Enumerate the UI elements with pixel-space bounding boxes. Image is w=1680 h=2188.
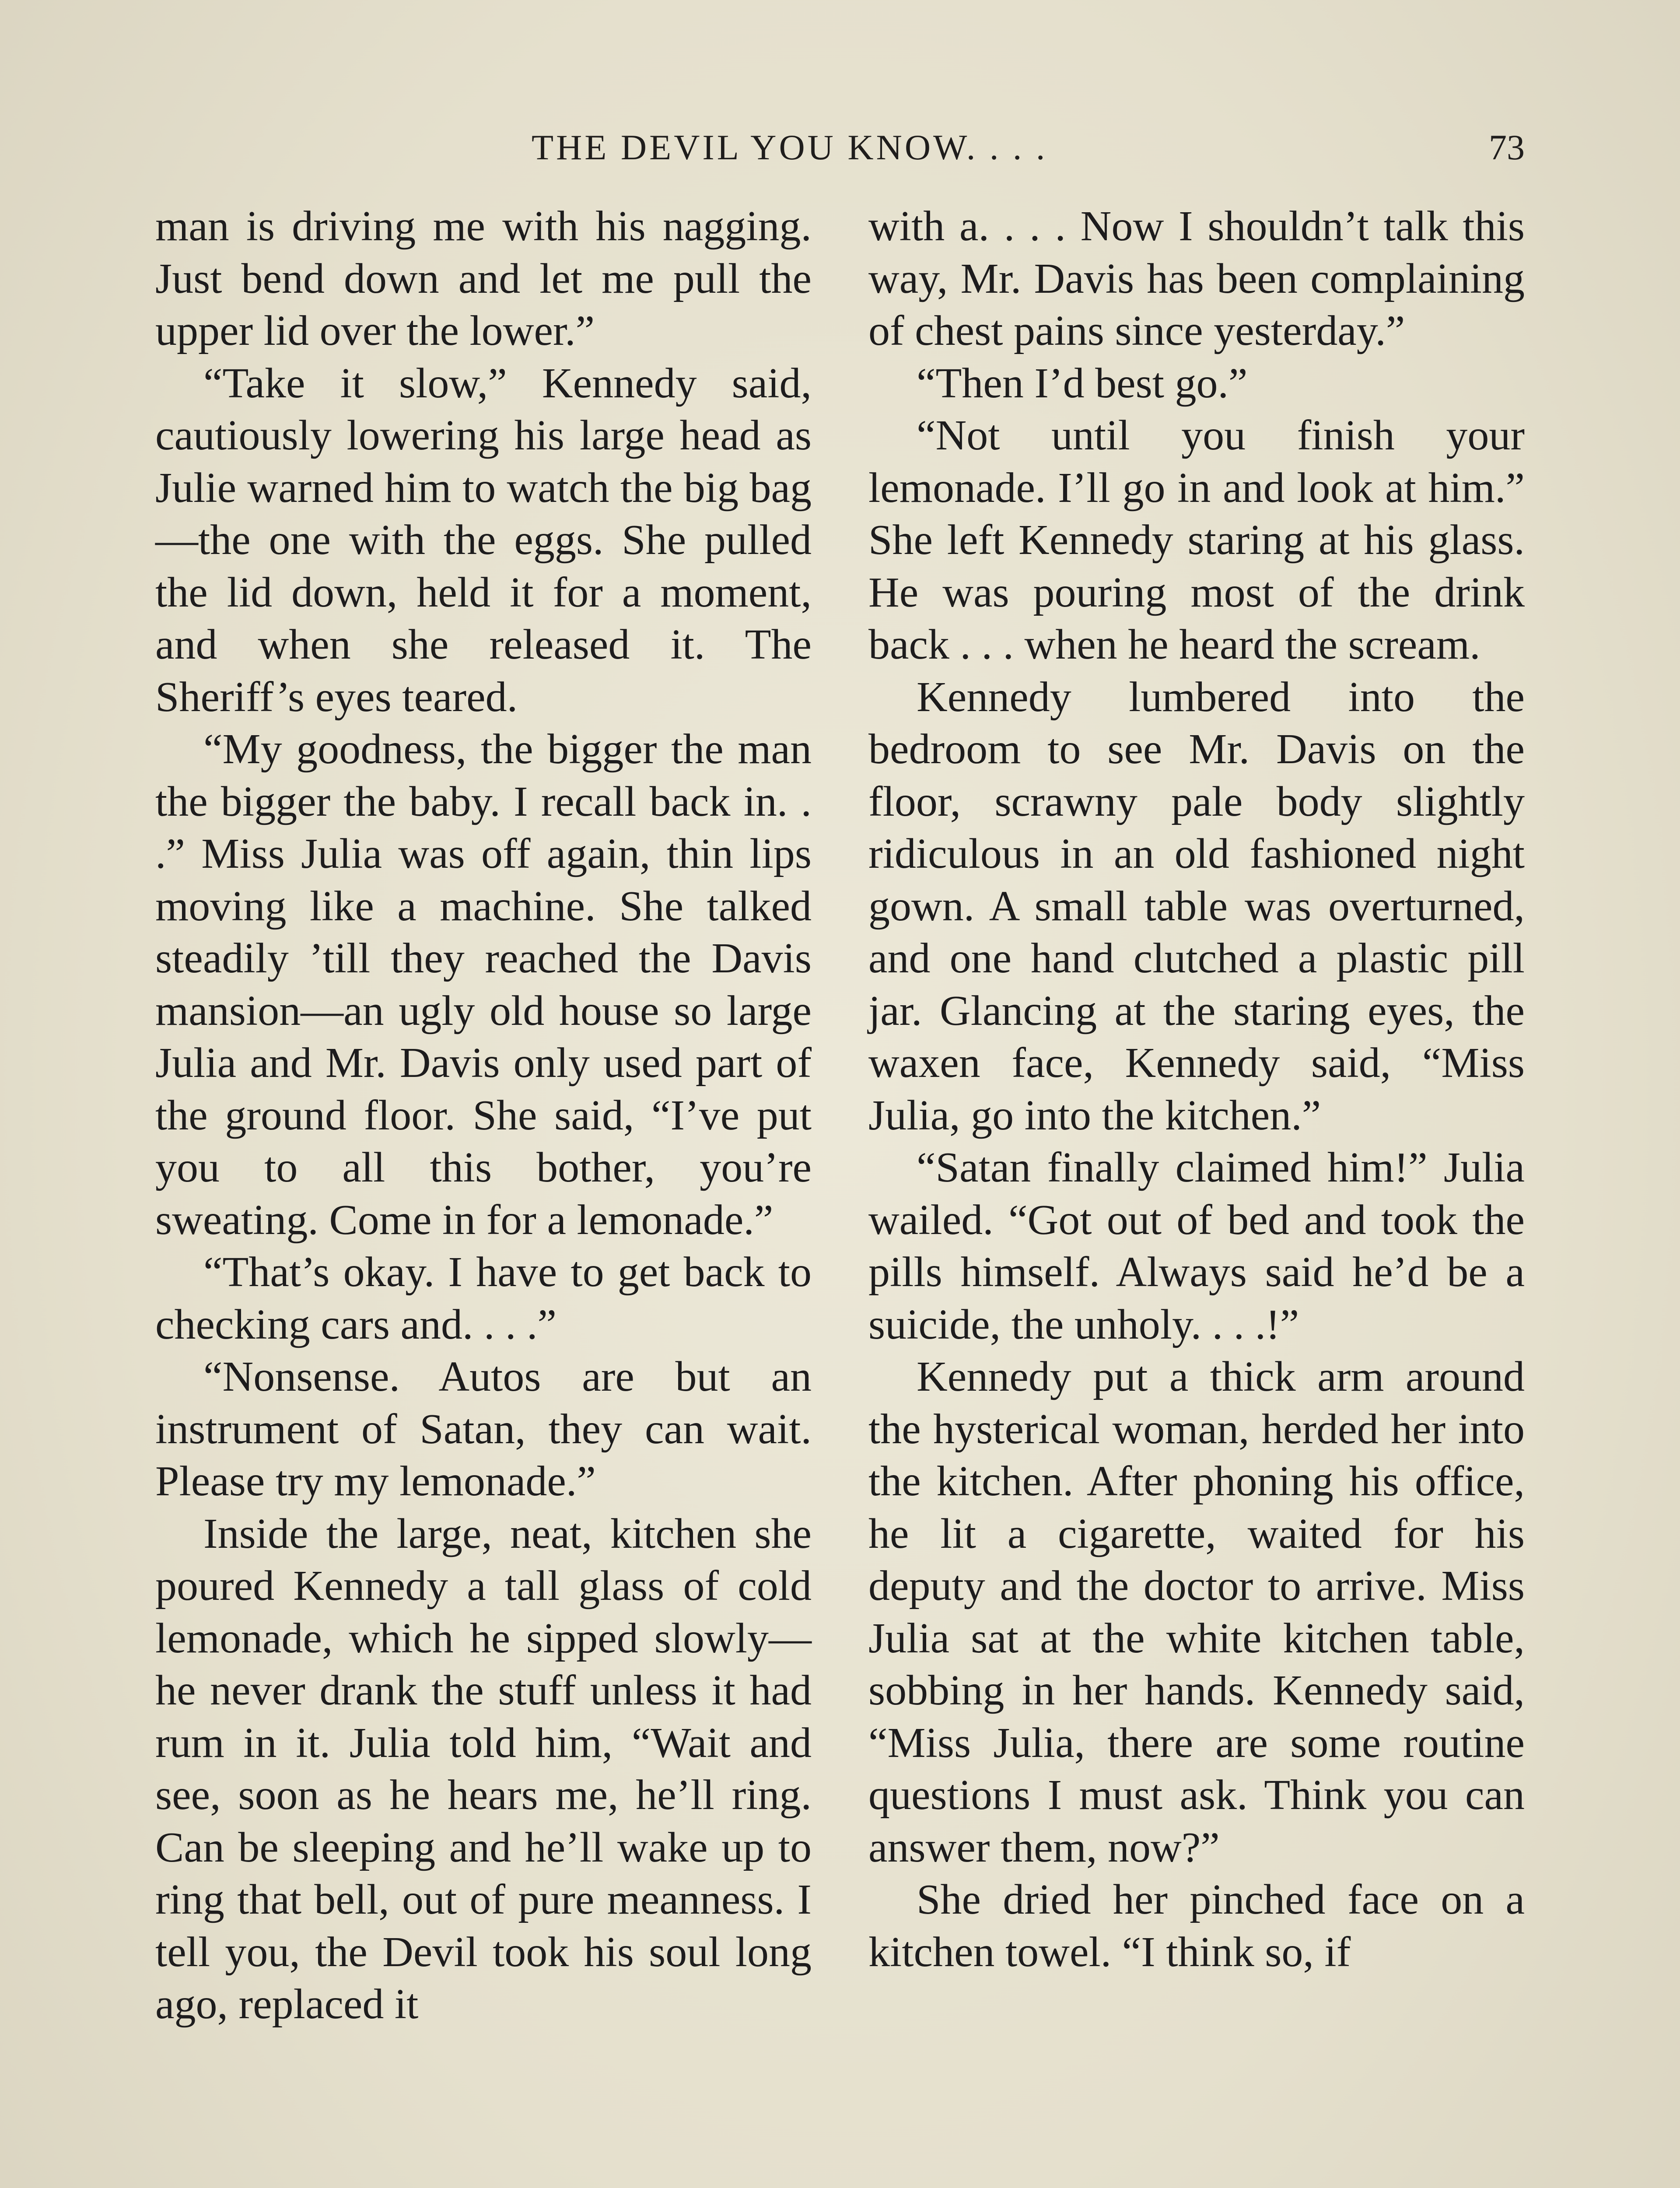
paragraph: Kennedy lumbered into the bedroom to see Mr. Davis on the floor, scrawny pale body slightly ridiculous in an old fashioned night gown. A small table was overturned, and one hand clutched a plastic pill jar. Glancing at the staring eyes, the waxen face, Kennedy said, “Miss Julia, go into the kitchen.” xyxy=(868,673,1525,1139)
paragraph: Inside the large, neat, kitchen she poured Kennedy a tall glass of cold lemonade, which he sipped slowly—he never drank the stuff unless it had rum in it. Julia told him, “Wait and see, soon as he hears me, he’ll ring. Can be sleeping and he’ll wake up to ring that bell, out of pure meanness. I tell you, the Devil took his soul long ago, replaced it xyxy=(155,1510,812,2028)
paragraph: man is driving me with his nagging. Just bend down and let me pull the upper lid over the lower.” xyxy=(155,203,812,354)
left-column xyxy=(155,200,812,2031)
paragraph: “My goodness, the bigger the man the bigger the baby. I recall back in. . .” Miss Julia was off again, thin lips moving like a machine. She talked steadily ’till they reached the Davis mansion—an ugly old house so large Julia and Mr. Davis only used part of the ground floor. She said, “I’ve put you to all this bother, you’re sweating. Come in for a lemonade.” xyxy=(155,726,812,1244)
running-title: THE DEVIL YOU KNOW. . . . xyxy=(532,127,1048,167)
right-column xyxy=(868,200,1525,1978)
paragraph: “Take it slow,” Kennedy said, cautiously lowering his large head as Julie warned him to watch the big bag—the one with the eggs. She pulled the lid down, held it for a moment, and when she released it. The Sheriff’s eyes teared. xyxy=(155,359,812,721)
page-header xyxy=(155,127,1525,175)
paragraph: “Not until you finish your lemonade. I’ll go in and look at him.” She left Kennedy staring at his glass. He was pouring most of the drink back . . . when he heard the scream. xyxy=(868,412,1525,668)
paragraph: with a. . . . Now I shouldn’t talk this way, Mr. Davis has been complaining of chest pains since yesterday.” xyxy=(868,203,1525,354)
paragraph: “Then I’d best go.” xyxy=(917,359,1248,407)
paragraph: “That’s okay. I have to get back to checking cars and. . . .” xyxy=(155,1248,812,1348)
paragraph: She dried her pinched face on a kitchen towel. “I think so, if xyxy=(868,1876,1525,1976)
paragraph: “Nonsense. Autos are but an instrument of Satan, they can wait. Please try my lemonade.” xyxy=(155,1353,812,1505)
page-number: 73 xyxy=(1489,127,1525,167)
paragraph: Kennedy put a thick arm around the hysterical woman, herded her into the kitchen. After phoning his office, he lit a cigarette, waited for his deputy and the doctor to arrive. Miss Julia sat at the white kitchen table, sobbing in her hands. Kennedy said, “Miss Julia, there are some routine questions I must ask. Think you can answer them, now?” xyxy=(868,1353,1525,1871)
paragraph: “Satan finally claimed him!” Julia wailed. “Got out of bed and took the pills himself. Always said he’d be a suicide, the unholy. . . .!” xyxy=(868,1144,1525,1348)
